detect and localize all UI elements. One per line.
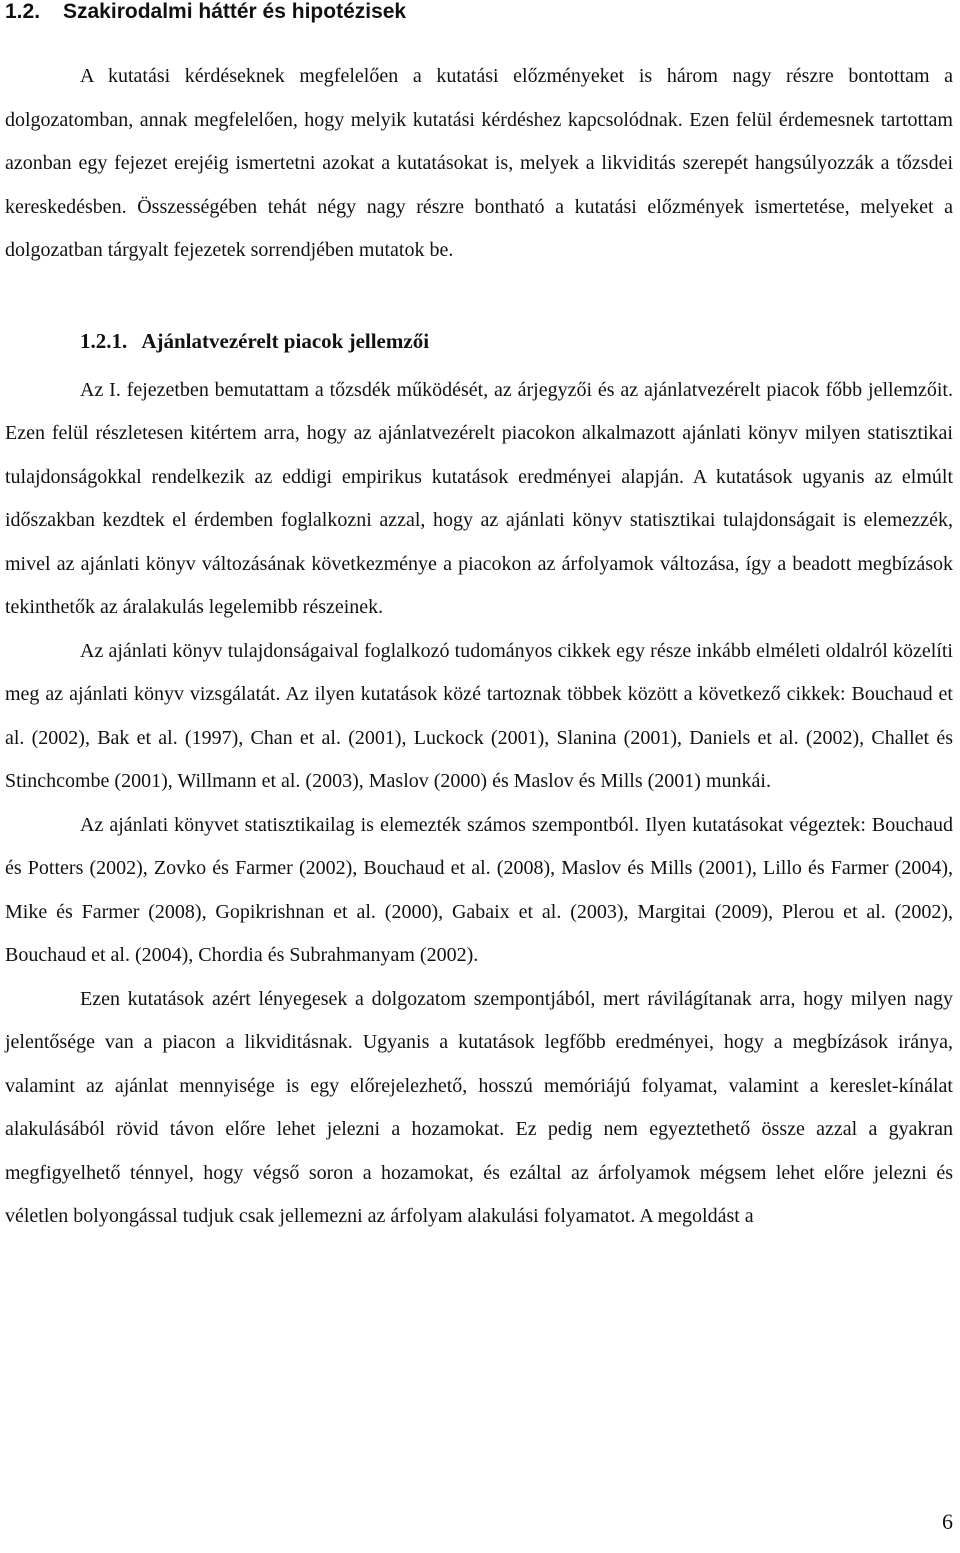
subsection-title: Ajánlatvezérelt piacok jellemzői <box>141 328 430 353</box>
paragraph: Ezen kutatások azért lényegesek a dolgozatom szempontjából, mert rávilágítanak arra, hogy milyen nagy jelentősége van a piacon a likviditásnak. Ugyanis a kutatások legfőbb eredményei, hogy a megbízások iránya, valamint az ajánlat mennyisége is egy előrejelezhető, hosszú memóriájú folyamat, valamint a kereslet-kínálat alakulásából rövid távon előre lehet jelezni a hozamokat. Ez pedig nem egyeztethető össze azzal a gyakran megfigyelhető ténnyel, hogy végső soron a hozamokat, és ezáltal az árfolyamok mégsem lehet előre jelezni és véletlen bolyongással tudjuk csak jellemezni az árfolyam alakulási folyamatot. A megoldást a <box>5 987 953 1227</box>
paragraph: Az I. fejezetben bemutattam a tőzsdék működését, az árjegyzői és az ajánlatvezérelt piacok főbb jellemzőit. Ezen felül részletesen kitértem arra, hogy az ajánlatvezérelt piacokon alkalmazott ajánlati könyv milyen statisztikai tulajdonságokkal rendelkezik az eddigi empirikus kutatások eredményei alapján. A kutatások ugyanis az elmúlt időszakban kezdtek el érdemben foglalkozni azzal, hogy az ajánlati könyv statisztikai tulajdonságait is elemezzék, mivel az ajánlati könyv változásának következménye a piacokon az árfolyamok változása, így a beadott megbízások tekinthetők az áralakulás legelemibb részeinek. <box>5 378 953 618</box>
subsection-heading <box>80 325 953 357</box>
section-heading <box>5 0 953 24</box>
paragraph: Az ajánlati könyv tulajdonságaival foglalkozó tudományos cikkek egy része inkább elméleti oldalról közelíti meg az ajánlati könyv vizsgálatát. Az ilyen kutatások közé tartoznak többek között a következő cikkek: Bouchaud et al. (2002), Bak et al. (1997), Chan et al. (2001), Luckock (2001), Slanina (2001), Daniels et al. (2002), Challet és Stinchcombe (2001), Willmann et al. (2003), Maslov (2000) és Maslov és Mills (2001) munkái. <box>5 639 953 792</box>
paragraph-intro: A kutatási kérdéseknek megfelelően a kutatási előzményeket is három nagy részre bontottam a dolgozatomban, annak megfelelően, hogy melyik kutatási kérdéshez kapcsolódnak. Ezen felül érdemesnek tartottam azonban egy fejezet erejéig ismertetni azokat a kutatásokat is, melyek a likviditás szerepét hangsúlyozzák a tőzsdei kereskedésben. Összességében tehát négy nagy részre bontható a kutatási előzmények ismertetése, melyeket a dolgozatban tárgyalt fejezetek sorrendjében mutatok be. <box>5 65 953 261</box>
subsection-number: 1.2.1. <box>80 328 128 353</box>
section-title: Szakirodalmi háttér és hipotézisek <box>63 0 407 23</box>
page-number: 6 <box>942 1509 953 1534</box>
paragraph: Az ajánlati könyvet statisztikailag is elemezték számos szempontból. Ilyen kutatásokat végeztek: Bouchaud és Potters (2002), Zovko és Farmer (2002), Bouchaud et al. (2008), Maslov és Mills (2001), Lillo és Farmer (2004), Mike és Farmer (2008), Gopikrishnan et al. (2000), Gabaix et al. (2003), Margitai (2009), Plerou et al. (2002), Bouchaud et al. (2004), Chordia és Subrahmanyam (2002). <box>5 813 953 966</box>
section-number: 1.2. <box>5 0 41 23</box>
